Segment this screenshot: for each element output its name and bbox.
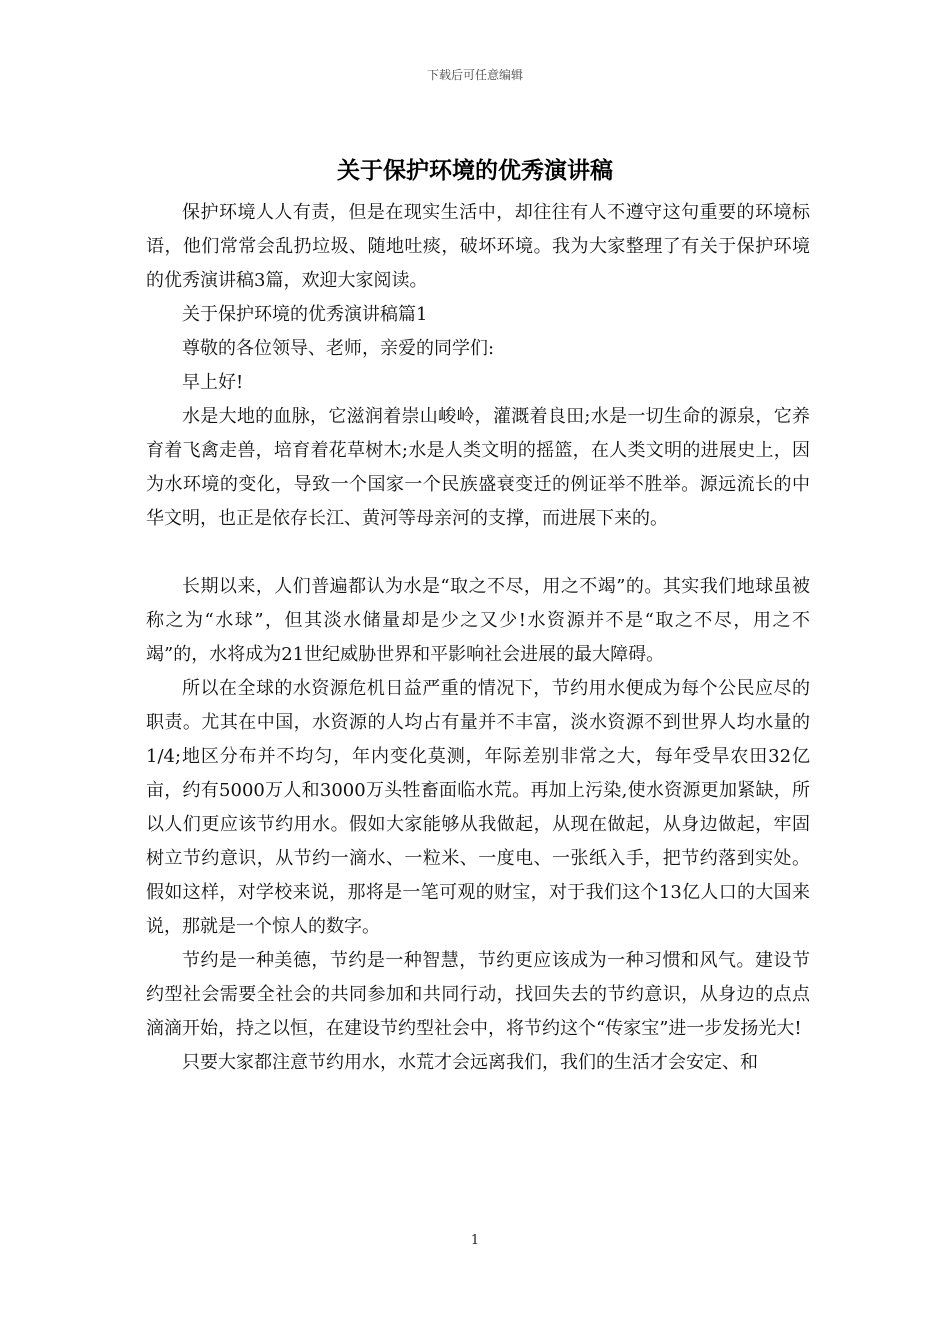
document-title: 关于保护环境的优秀演讲稿	[337, 157, 613, 184]
document-body	[146, 196, 810, 1080]
header-note: 下载后可任意编辑	[426, 68, 523, 82]
salutation: 尊敬的各位领导、老师，亲爱的同学们:	[182, 338, 495, 359]
paragraph-water-crisis: 所以在全球的水资源危机日益严重的情况下，节约用水便成为每个公民应尽的职责。尤其在中国，水资源的人均占有量并不丰富，淡水资源不到世界人均水量的1/4;地区分布并不均匀，年内变化莫测，年际差别非常之大，每年受旱农田32亿亩，约有5000万人和3000万头牲畜面临水荒。再加上污染,使水资源更加紧缺，所以人们更应该节约用水。假如大家能够从我做起，从现在做起，从身边做起，牢固树立节约意识，从节约一滴水、一粒米、一度电、一张纸入手，把节约落到实处。假如这样，对学校来说，那将是一笔可观的财宝，对于我们这个13亿人口的大国来说，那就是一个惊人的数字。	[146, 678, 810, 937]
paragraph-thrift-virtue: 节约是一种美德，节约是一种智慧，节约更应该成为一种习惯和风气。建设节约型社会需要全社会的共同参加和共同行动，找回失去的节约意识，从身边的点点滴滴开始，持之以恒，在建设节约型社会中，将节约这个“传家宝”进一步发扬光大!	[146, 950, 810, 1039]
section-heading: 关于保护环境的优秀演讲稿篇1	[182, 304, 428, 325]
paragraph-conclusion: 只要大家都注意节约用水，水荒才会远离我们，我们的生活才会安定、和	[182, 1052, 758, 1073]
page-number: 1	[470, 1233, 480, 1248]
greeting: 早上好!	[182, 372, 244, 393]
intro-paragraph: 保护环境人人有责，但是在现实生活中，却往往有人不遵守这句重要的环境标语，他们常常会乱扔垃圾、随地吐痰，破坏环境。我为大家整理了有关于保护环境的优秀演讲稿3篇，欢迎大家阅读。	[146, 202, 810, 291]
paragraph-water-inexhaustible: 长期以来，人们普遍都认为水是“取之不尽，用之不竭”的。其实我们地球虽被称之为“水球”，但其淡水储量却是少之又少!水资源并不是“取之不尽，用之不竭”的，水将成为21世纪威胁世界和平影响社会进展的最大障碍。	[146, 576, 810, 665]
paragraph-water-lifeblood: 水是大地的血脉，它滋润着崇山峻岭，灌溉着良田;水是一切生命的源泉，它养育着飞禽走兽，培育着花草树木;水是人类文明的摇篮，在人类文明的进展史上，因为水环境的变化，导致一个国家一个民族盛衰变迁的例证举不胜举。源远流长的中华文明，也正是依存长江、黄河等母亲河的支撑，而进展下来的。	[146, 406, 810, 529]
